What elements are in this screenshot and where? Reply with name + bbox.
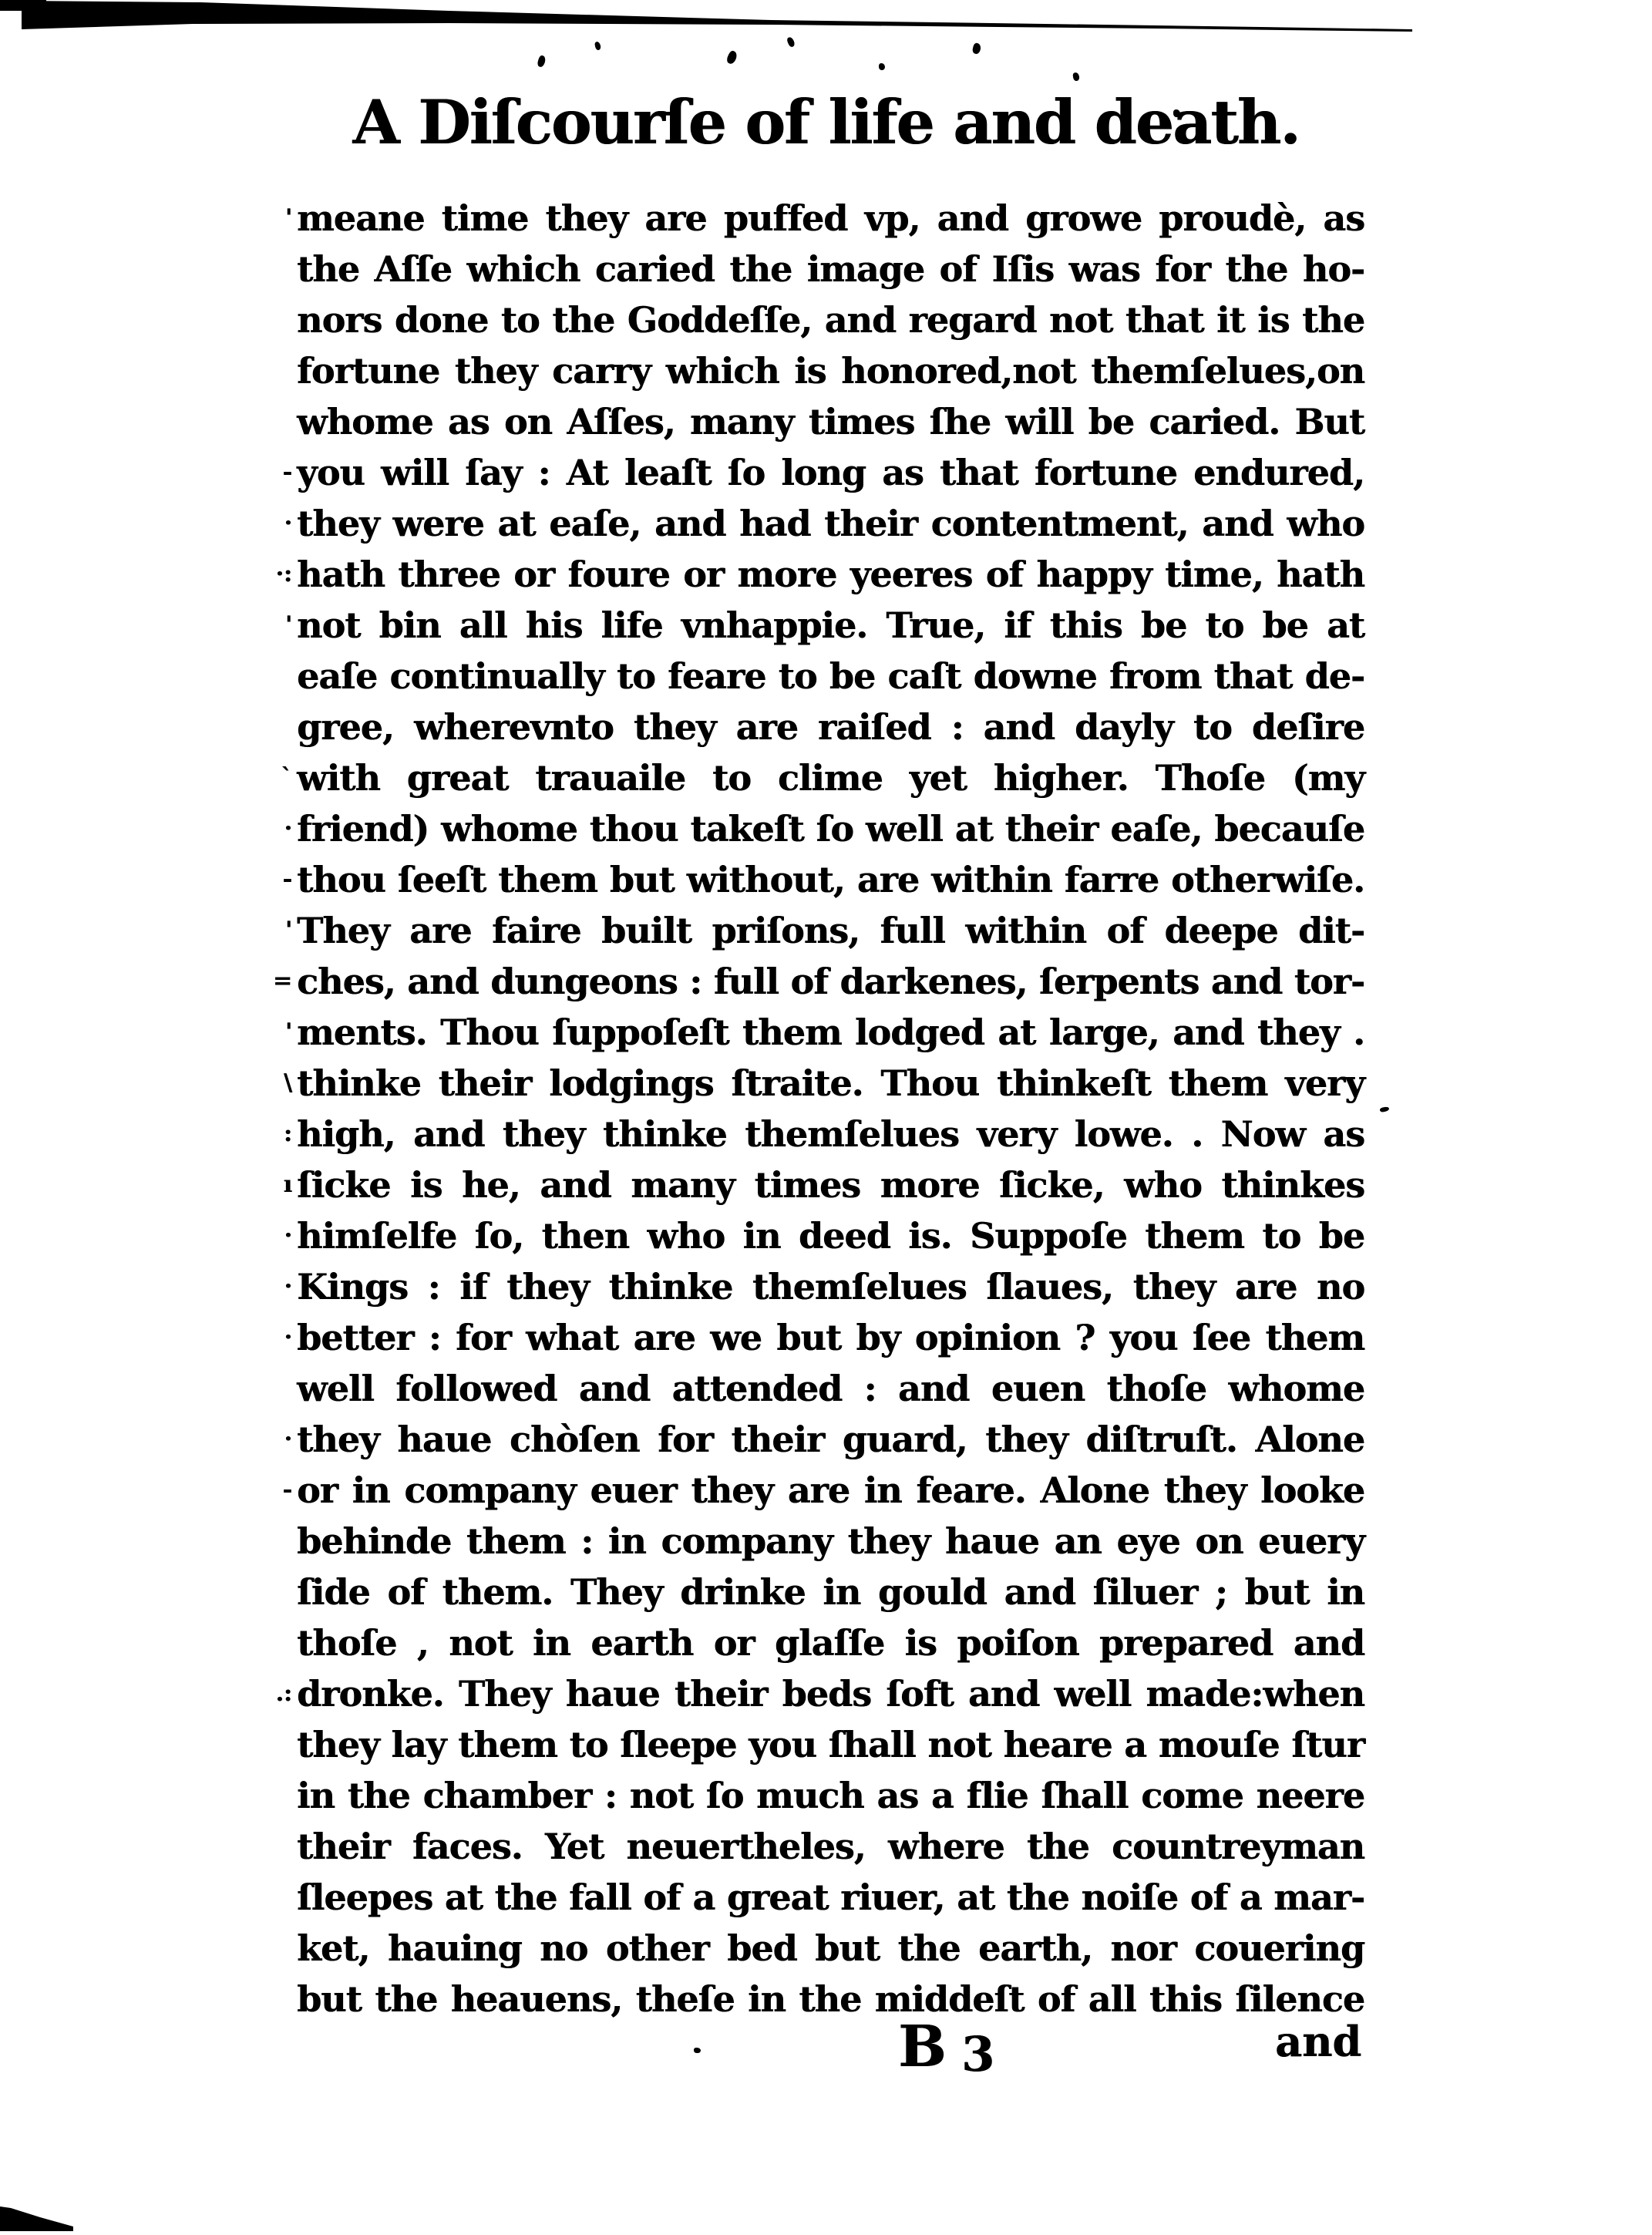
line-text: in the chamber : not ſo much as a flie ſhall come neere — [297, 1775, 1364, 1816]
margin-ink-mark: - — [282, 866, 292, 893]
text-line — [297, 295, 1364, 345]
line-text: with great trauaile to clime yet higher. Thoſe (my — [297, 757, 1364, 799]
margin-ink-mark: ı — [283, 1171, 292, 1198]
signature-mark: B — [898, 2014, 947, 2080]
text-line — [297, 1363, 1364, 1414]
text-line — [297, 651, 1364, 702]
margin-ink-mark: - — [282, 1476, 292, 1503]
line-text: thoſe , not in earth or glaſſe is poiſon prepared and — [297, 1622, 1364, 1664]
line-text: they haue chòſen for their guard, they diſtruſt. Alone — [297, 1419, 1364, 1460]
line-text: thou ſeeſt them but without, are within farre otherwiſe. — [297, 859, 1364, 900]
line-text: friend) whome thou takeſt ſo well at their eaſe, becauſe — [297, 808, 1364, 850]
margin-ink-mark: ' — [284, 611, 292, 638]
text-line — [283, 1109, 1364, 1160]
text-line — [284, 193, 1364, 244]
line-text: better : for what are we but by opinion ? you ſee them — [297, 1317, 1364, 1358]
text-line — [297, 396, 1364, 447]
margin-ink-mark: · — [284, 1222, 292, 1249]
text-line — [284, 1007, 1364, 1058]
text-line — [282, 1465, 1364, 1516]
text-line — [284, 803, 1364, 854]
line-text: high, and they thinke themſelues very lowe. . Now as — [297, 1113, 1364, 1155]
line-text: ſleepes at the fall of a great riuer, at the noiſe of a mar- — [297, 1877, 1364, 1918]
margin-ink-mark: ' — [284, 204, 292, 231]
line-text: whome as on Aſſes, many times ſhe will be caried. But — [297, 401, 1364, 443]
text-line — [284, 1312, 1364, 1363]
text-line — [284, 905, 1364, 956]
text-line — [272, 956, 1364, 1007]
line-text: nors done to the Goddeſſe, and regard not that it is the — [297, 299, 1364, 341]
margin-ink-mark: · — [284, 1273, 292, 1300]
text-line — [282, 854, 1364, 905]
line-text: ches, and dungeons : full of darkenes, ſerpents and tor- — [297, 961, 1364, 1002]
margin-ink-mark: · — [284, 510, 292, 537]
line-text: gree, wherevnto they are raiſed : and dayly to deſire — [297, 706, 1364, 748]
text-line — [281, 752, 1364, 803]
line-text: they were at eaſe, and had their contentment, and who — [297, 503, 1364, 544]
line-text: They are faire built priſons, full within of deepe dit- — [297, 910, 1364, 951]
margin-ink-mark: ' — [284, 1018, 292, 1045]
catchword: and — [1274, 2017, 1361, 2066]
text-line — [275, 549, 1364, 600]
scan-artifact-bottom-corner — [0, 2197, 93, 2235]
text-line — [297, 345, 1364, 396]
line-text: eaſe continually to feare to be caſt downe from that de- — [297, 655, 1364, 697]
text-line — [297, 1872, 1364, 1923]
text-line — [284, 498, 1364, 549]
line-text: ſicke is he, and many times more ſicke, who thinkes — [297, 1164, 1364, 1206]
line-text: ket, hauing no other bed but the earth, nor couering — [297, 1927, 1364, 1969]
margin-ink-mark: : — [283, 1120, 292, 1147]
text-line — [297, 1719, 1364, 1770]
line-text: they lay them to ſleepe you ſhall not heare a mouſe ſtur — [297, 1724, 1364, 1765]
margin-ink-mark: \ — [284, 1069, 292, 1096]
line-text: thinke their lodgings ſtraite. Thou thinkeſt them very — [297, 1062, 1364, 1104]
text-line — [284, 1261, 1364, 1312]
margin-ink-mark: · — [284, 1324, 292, 1351]
line-text: himſelfe ſo, then who in deed is. Suppoſe them to be — [297, 1215, 1364, 1257]
line-text: well followed and attended : and euen thoſe whome — [297, 1368, 1364, 1409]
line-text: not bin all his life vnhappie. True, if this be to be at — [297, 604, 1364, 646]
line-text: dronke. They haue their beds ſoft and well made:when — [297, 1673, 1364, 1715]
margin-ink-mark: = — [272, 968, 292, 995]
margin-ink-mark: - — [282, 459, 292, 486]
text-line — [297, 1516, 1364, 1567]
margin-ink-mark: ·: — [275, 560, 292, 587]
margin-ink-mark: · — [284, 1425, 292, 1452]
margin-ink-mark: ' — [284, 917, 292, 944]
ink-speck — [879, 63, 885, 70]
text-line — [283, 1160, 1364, 1210]
text-line — [297, 1821, 1364, 1872]
line-text: you will ſay : At leaſt ſo long as that fortune endured, — [297, 452, 1364, 493]
margin-ink-mark: · — [284, 815, 292, 842]
text-line — [297, 244, 1364, 295]
text-line — [284, 1210, 1364, 1261]
ink-speck — [1072, 72, 1079, 81]
line-text: but the heauens, theſe in the middeſt of all this ſilence — [297, 1978, 1364, 2020]
signature-line — [297, 2014, 1364, 2099]
line-text: ſide of them. They drinke in gould and ſiluer ; but in — [297, 1571, 1364, 1613]
text-line — [275, 1668, 1364, 1719]
scan-artifact-top-edge — [0, 0, 1652, 46]
text-line — [284, 1414, 1364, 1465]
body-text — [272, 193, 1364, 2025]
line-text: the Aſſe which caried the image of Iſis was for the ho- — [297, 248, 1364, 290]
text-line — [284, 600, 1364, 651]
line-text: hath three or foure or more yeeres of happy time, hath — [297, 554, 1364, 595]
text-line — [297, 1567, 1364, 1617]
line-text: behinde them : in company they haue an eye on euery — [297, 1520, 1364, 1562]
text-line — [297, 702, 1364, 752]
line-text: Kings : if they thinke themſelues ſlaues, they are no — [297, 1266, 1364, 1308]
text-line — [297, 1770, 1364, 1821]
text-line — [282, 447, 1364, 498]
margin-ink-mark: ` — [281, 764, 292, 791]
margin-ink-mark: .: — [275, 1680, 292, 1707]
page-title: A Diſcourſe of life and death. — [352, 86, 1300, 158]
line-text: meane time they are puffed vp, and growe proudè, as — [297, 197, 1364, 239]
line-text: their faces. Yet neuertheles, where the countreyman — [297, 1826, 1364, 1867]
ink-speck — [725, 49, 739, 65]
ink-speck — [1379, 1106, 1389, 1113]
ink-speck — [537, 55, 547, 68]
line-text: ments. Thou ſuppoſeſt them lodged at large, and they . — [297, 1011, 1364, 1053]
signature-number: 3 — [961, 2026, 995, 2082]
text-line — [297, 1617, 1364, 1668]
line-text: or in company euer they are in feare. Alone they looke — [297, 1469, 1364, 1511]
line-text: fortune they carry which is honored,not themſelues,on — [297, 350, 1364, 392]
text-line — [297, 1923, 1364, 1974]
text-line — [284, 1058, 1364, 1109]
